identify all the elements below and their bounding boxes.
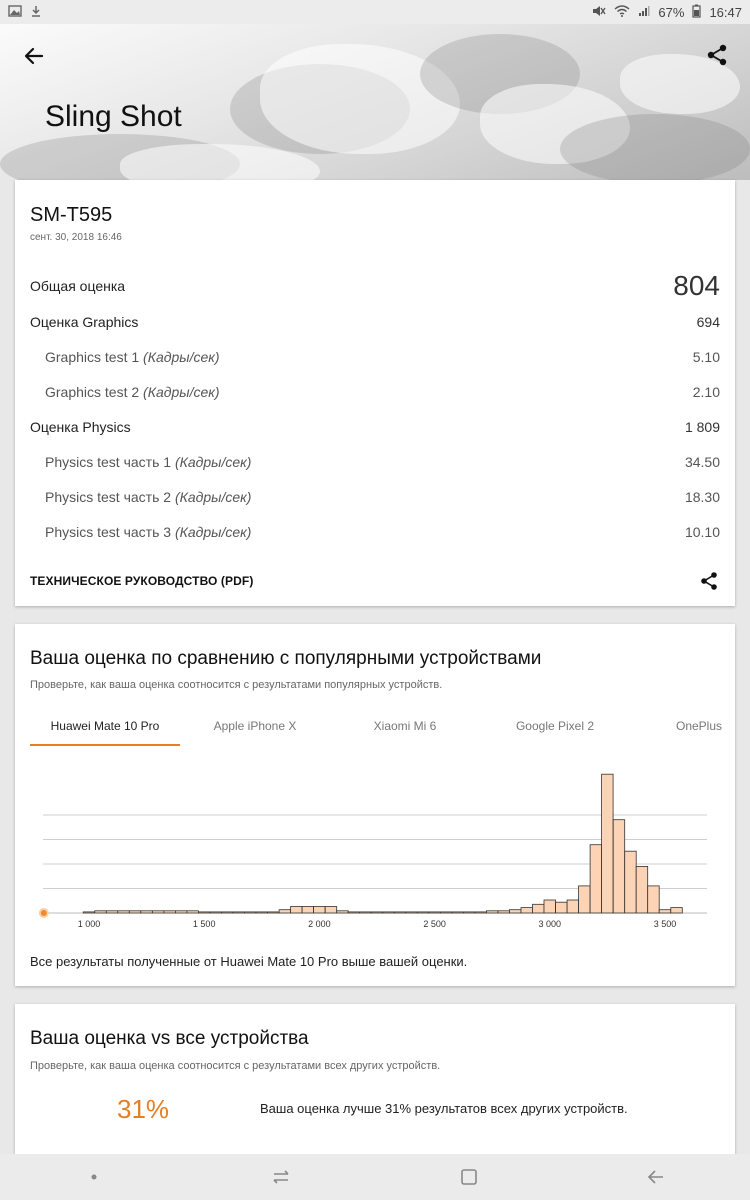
histogram-bar <box>314 907 326 914</box>
compare-title: Ваша оценка по сравнению с популярными устройствами <box>30 648 542 669</box>
histogram-bar <box>268 912 280 913</box>
mute-icon <box>592 5 606 20</box>
histogram-bar <box>521 908 533 913</box>
histogram-bar <box>106 911 118 913</box>
histogram-bar <box>556 902 568 913</box>
histogram-bar <box>256 912 268 913</box>
x-tick-label: 3 000 <box>538 919 562 929</box>
score-histogram <box>15 764 735 934</box>
physics-test-3-unit: (Кадры/сек) <box>174 524 252 540</box>
back-arrow-icon[interactable] <box>20 42 48 70</box>
histogram-bar <box>544 900 556 913</box>
histogram-bar <box>440 912 452 913</box>
compare-card <box>15 624 735 986</box>
histogram-bar <box>625 851 637 913</box>
histogram-bar <box>475 912 487 913</box>
result-card <box>15 180 735 606</box>
histogram-bar <box>498 911 510 913</box>
histogram-bar <box>118 911 130 913</box>
wifi-icon <box>614 5 630 20</box>
histogram-bar <box>187 911 199 913</box>
graphics-score-row <box>30 314 720 330</box>
tab-huawei-mate-10-pro[interactable]: Huawei Mate 10 Pro <box>30 712 180 746</box>
histogram-bar <box>95 911 107 913</box>
graphics-score-value: 694 <box>696 314 720 330</box>
tab-apple-iphone-x[interactable]: Apple iPhone X <box>213 719 297 733</box>
physics-test-1-label: Physics test часть 1 <box>45 454 175 470</box>
all-devices-card <box>15 1004 735 1154</box>
clock: 16:47 <box>709 4 742 20</box>
graphics-test-1-value: 5.10 <box>692 349 720 365</box>
physics-test-2-row <box>30 489 720 505</box>
physics-test-3-label: Physics test часть 3 <box>45 524 175 540</box>
page-title: Sling Shot <box>45 100 182 133</box>
histogram-bar <box>613 820 625 913</box>
histogram-bar <box>590 845 602 913</box>
histogram-bar <box>463 912 475 913</box>
share-icon[interactable] <box>704 42 730 68</box>
compare-subtitle: Проверьте, как ваша оценка соотносится с результатами популярных устройств. <box>30 679 443 691</box>
physics-test-2-value: 18.30 <box>684 489 720 505</box>
histogram-bar <box>671 908 683 913</box>
x-tick-label: 1 000 <box>77 919 101 929</box>
histogram-bar <box>233 912 245 913</box>
histogram-bar <box>602 774 614 913</box>
x-tick-label: 1 500 <box>192 919 216 929</box>
physics-test-3-row <box>30 524 720 540</box>
status-bar <box>0 0 750 24</box>
histogram-bar <box>279 910 291 913</box>
histogram-bar <box>222 912 234 913</box>
device-tabs <box>15 712 735 746</box>
compare-note: Все результаты полученные от Huawei Mate 10 Pro выше вашей оценки. <box>30 954 468 969</box>
back-button[interactable] <box>636 1157 676 1197</box>
histogram-bar <box>371 912 383 913</box>
back-icon <box>646 1167 666 1187</box>
home-button[interactable] <box>449 1157 489 1197</box>
x-tick-label: 3 500 <box>653 919 677 929</box>
physics-test-1-unit: (Кадры/сек) <box>174 454 252 470</box>
histogram-bar <box>291 907 303 914</box>
device-name: SM-T595 <box>30 204 113 226</box>
percentile-text: Ваша оценка лучше 31% результатов всех других устройств. <box>260 1101 628 1116</box>
histogram-bar <box>164 911 176 913</box>
physics-test-1-value: 34.50 <box>684 454 720 470</box>
histogram-bar <box>129 911 141 913</box>
physics-score-value: 1 809 <box>684 419 720 435</box>
image-notification-icon <box>8 5 22 20</box>
nav-dot-button[interactable] <box>74 1157 114 1197</box>
histogram-bar <box>452 912 464 913</box>
tab-oneplus[interactable]: OnePlus <box>676 719 723 733</box>
download-icon <box>30 5 42 20</box>
histogram-bar <box>394 912 406 913</box>
x-tick-label: 2 000 <box>308 919 331 929</box>
physics-test-3-value: 10.10 <box>684 524 720 540</box>
graphics-test-2-value: 2.10 <box>692 384 720 400</box>
physics-test-2-label: Physics test часть 2 <box>45 489 175 505</box>
histogram-bar <box>210 912 222 913</box>
system-navigation-bar <box>0 1154 750 1200</box>
technical-manual-link[interactable]: ТЕХНИЧЕСКОЕ РУКОВОДСТВО (PDF) <box>30 574 254 588</box>
histogram-bar <box>360 912 372 913</box>
histogram-bar <box>486 911 498 913</box>
recent-apps-icon <box>271 1167 291 1187</box>
graphics-test-2-unit: (Кадры/сек) <box>143 384 220 400</box>
header-banner <box>0 24 750 180</box>
your-score-marker <box>40 909 48 917</box>
histogram-bar <box>648 886 660 913</box>
all-devices-title: Ваша оценка vs все устройства <box>30 1028 309 1049</box>
graphics-test-1-label: Graphics test 1 <box>45 349 144 365</box>
all-devices-subtitle: Проверьте, как ваша оценка соотносится с результатами всех других устройств. <box>30 1060 441 1072</box>
histogram-bar <box>383 912 395 913</box>
recent-apps-button[interactable] <box>261 1157 301 1197</box>
overall-score-value: 804 <box>673 270 720 301</box>
dot-icon <box>89 1172 99 1182</box>
histogram-bar <box>175 911 187 913</box>
histogram-bar <box>406 912 418 913</box>
histogram-bar <box>417 912 429 913</box>
physics-test-1-row <box>30 454 720 470</box>
histogram-bar <box>429 912 441 913</box>
histogram-bar <box>302 907 314 914</box>
histogram-bar <box>152 911 164 913</box>
histogram-bar <box>579 886 591 913</box>
histogram-bar <box>348 912 360 913</box>
signal-icon <box>638 5 650 20</box>
home-icon <box>459 1167 479 1187</box>
physics-score-row <box>30 419 720 435</box>
share-icon[interactable] <box>698 570 720 592</box>
percentile-value: 31% <box>117 1094 170 1124</box>
graphics-test-2-label: Graphics test 2 <box>45 384 144 400</box>
histogram-bar <box>198 912 210 913</box>
tab-xiaomi-mi-6[interactable]: Xiaomi Mi 6 <box>373 719 437 733</box>
histogram-bar <box>245 912 257 913</box>
histogram-bar <box>325 907 337 914</box>
histogram-bar <box>83 912 95 913</box>
graphics-test-1-unit: (Кадры/сек) <box>143 349 220 365</box>
histogram-bar <box>510 910 522 913</box>
graphics-score-label: Оценка Graphics <box>30 314 139 330</box>
physics-test-2-unit: (Кадры/сек) <box>174 489 252 505</box>
graphics-test-1-row <box>30 349 720 365</box>
histogram-bar <box>337 911 349 913</box>
technical-manual-row[interactable] <box>30 570 720 592</box>
histogram-bar <box>567 900 579 913</box>
tab-google-pixel-2[interactable]: Google Pixel 2 <box>515 719 595 733</box>
x-tick-label: 2 500 <box>423 919 446 929</box>
histogram-bar <box>636 866 648 913</box>
result-date: сент. 30, 2018 16:46 <box>30 232 122 243</box>
overall-score-label: Общая оценка <box>30 278 126 294</box>
battery-percent: 67% <box>658 4 685 20</box>
graphics-test-2-row <box>30 384 720 400</box>
physics-score-label: Оценка Physics <box>30 419 131 435</box>
battery-icon <box>692 4 701 21</box>
histogram-bar <box>141 911 153 913</box>
histogram-bar <box>533 904 545 913</box>
overall-score-row <box>30 266 720 306</box>
histogram-bar <box>659 910 671 913</box>
